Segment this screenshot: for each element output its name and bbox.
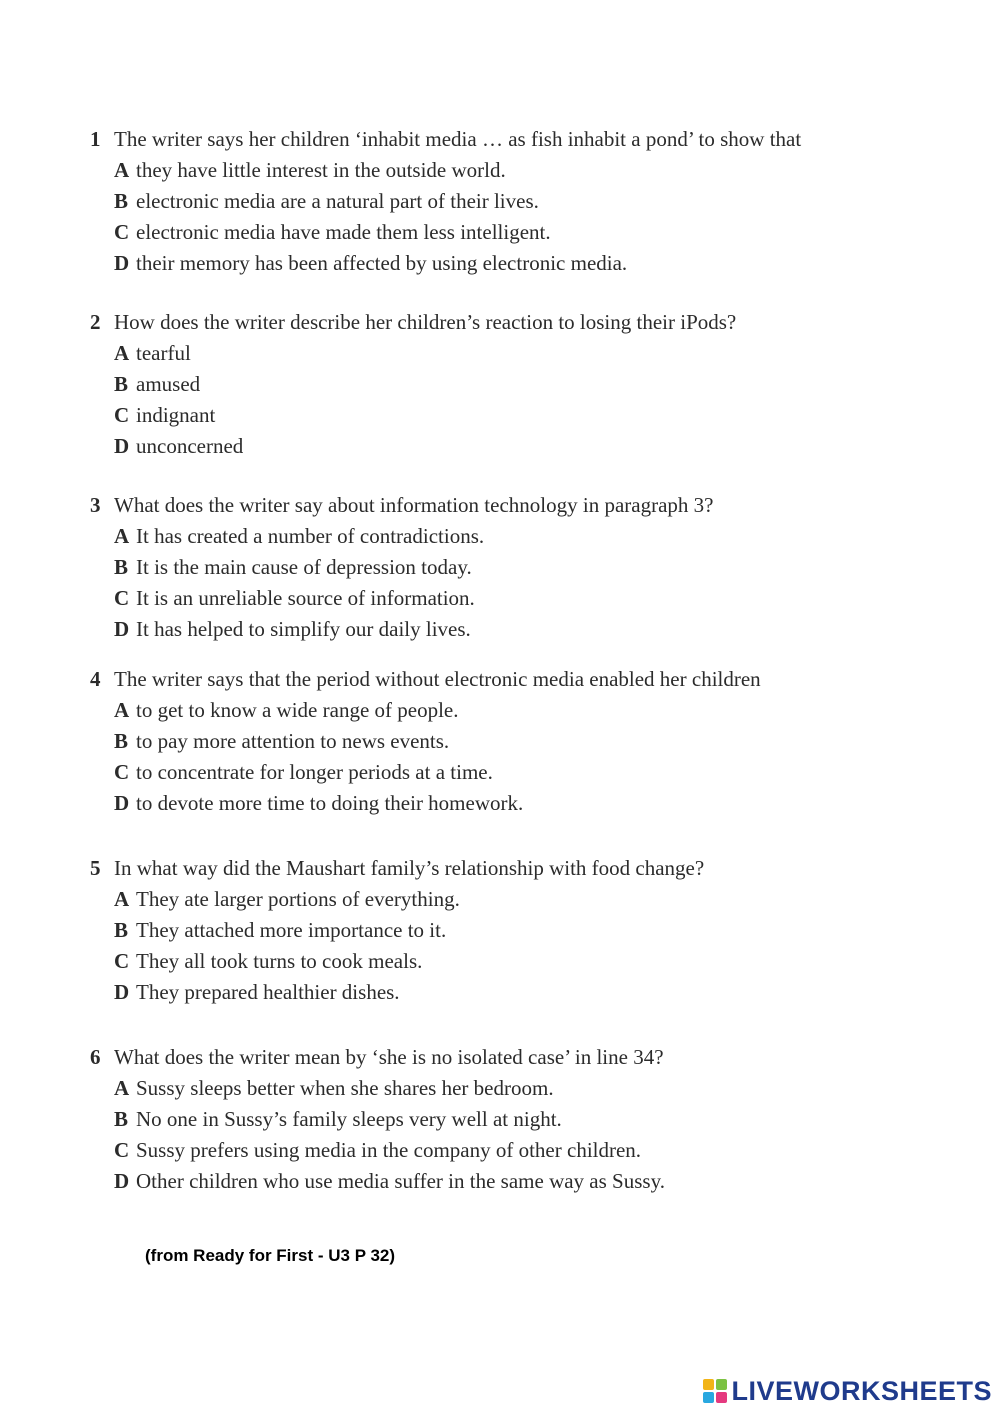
option-letter: B — [114, 918, 129, 942]
question-1 — [90, 124, 970, 279]
option-text: Other children who use media suffer in the same way as Sussy. — [136, 1169, 665, 1193]
brand-text: LIVEWORKSHEETS — [731, 1375, 992, 1406]
question-stem: How does the writer describe her children’s reaction to losing their iPods? — [114, 310, 737, 334]
question-number: 1 — [90, 127, 101, 151]
option-letter: A — [114, 698, 130, 722]
option-text: electronic media are a natural part of their lives. — [136, 189, 539, 213]
option-b — [90, 726, 970, 757]
option-a — [90, 695, 970, 726]
option-letter: B — [114, 189, 129, 213]
option-d — [90, 431, 970, 462]
option-letter: C — [114, 760, 130, 784]
option-letter: A — [114, 341, 130, 365]
question-number: 6 — [90, 1045, 101, 1069]
option-letter: D — [114, 1169, 130, 1193]
option-letter: D — [114, 791, 130, 815]
option-d — [90, 977, 970, 1008]
option-d — [90, 788, 970, 819]
option-text: to pay more attention to news events. — [136, 729, 450, 753]
option-letter: C — [114, 949, 130, 973]
option-text: It has created a number of contradictions. — [136, 524, 485, 548]
question-number: 3 — [90, 493, 101, 517]
option-letter: D — [114, 434, 130, 458]
option-text: They ate larger portions of everything. — [136, 887, 460, 911]
option-c — [90, 400, 970, 431]
option-text: their memory has been affected by using electronic media. — [136, 251, 628, 275]
option-text: It is an unreliable source of information. — [136, 586, 475, 610]
option-text: Sussy prefers using media in the company of other children. — [136, 1138, 642, 1162]
question-2 — [90, 307, 970, 462]
option-d — [90, 1166, 970, 1197]
option-a — [90, 338, 970, 369]
option-text: amused — [136, 372, 201, 396]
option-text: They all took turns to cook meals. — [136, 949, 423, 973]
option-text: to get to know a wide range of people. — [136, 698, 459, 722]
option-d — [90, 248, 970, 279]
question-stem: What does the writer say about information technology in paragraph 3? — [114, 493, 714, 517]
option-letter: D — [114, 251, 130, 275]
option-letter: B — [114, 555, 129, 579]
option-c — [90, 757, 970, 788]
option-letter: C — [114, 1138, 130, 1162]
option-letter: D — [114, 980, 130, 1004]
option-text: They prepared healthier dishes. — [136, 980, 400, 1004]
source-note: (from Ready for First - U3 P 32) — [145, 1246, 396, 1265]
logo-square-2 — [716, 1379, 727, 1390]
option-b — [90, 552, 970, 583]
option-b — [90, 369, 970, 400]
question-number: 5 — [90, 856, 101, 880]
option-letter: A — [114, 887, 130, 911]
option-text: tearful — [136, 341, 191, 365]
option-c — [90, 217, 970, 248]
logo-square-1 — [703, 1379, 714, 1390]
question-stem: What does the writer mean by ‘she is no isolated case’ in line 34? — [114, 1045, 664, 1069]
question-number: 4 — [90, 667, 101, 691]
option-text: Sussy sleeps better when she shares her bedroom. — [136, 1076, 554, 1100]
question-stem: The writer says that the period without electronic media enabled her children — [114, 667, 761, 691]
option-text: It has helped to simplify our daily lives. — [136, 617, 471, 641]
question-number: 2 — [90, 310, 101, 334]
liveworksheets-brand[interactable] — [703, 1376, 992, 1406]
logo-square-3 — [703, 1392, 714, 1403]
option-c — [90, 583, 970, 614]
option-letter: A — [114, 1076, 130, 1100]
option-a — [90, 884, 970, 915]
logo-square-4 — [716, 1392, 727, 1403]
question-stem: In what way did the Maushart family’s relationship with food change? — [114, 856, 705, 880]
option-text: to devote more time to doing their homework. — [136, 791, 524, 815]
option-b — [90, 186, 970, 217]
option-text: electronic media have made them less intelligent. — [136, 220, 551, 244]
question-4 — [90, 664, 970, 819]
option-text: they have little interest in the outside world. — [136, 158, 506, 182]
option-letter: A — [114, 158, 130, 182]
question-3 — [90, 490, 970, 645]
option-text: No one in Sussy’s family sleeps very well at night. — [136, 1107, 562, 1131]
option-text: unconcerned — [136, 434, 244, 458]
option-a — [90, 521, 970, 552]
option-text: They attached more importance to it. — [136, 918, 447, 942]
option-letter: A — [114, 524, 130, 548]
option-c — [90, 946, 970, 977]
option-letter: B — [114, 372, 129, 396]
option-letter: C — [114, 403, 130, 427]
option-letter: C — [114, 220, 130, 244]
option-letter: D — [114, 617, 130, 641]
question-6 — [90, 1042, 970, 1197]
option-b — [90, 915, 970, 946]
option-text: It is the main cause of depression today. — [136, 555, 472, 579]
option-text: indignant — [136, 403, 216, 427]
option-text: to concentrate for longer periods at a time. — [136, 760, 493, 784]
option-letter: B — [114, 729, 129, 753]
option-letter: B — [114, 1107, 129, 1131]
question-stem: The writer says her children ‘inhabit media … as fish inhabit a pond’ to show that — [114, 127, 802, 151]
option-b — [90, 1104, 970, 1135]
option-a — [90, 155, 970, 186]
option-c — [90, 1135, 970, 1166]
option-d — [90, 614, 970, 645]
option-a — [90, 1073, 970, 1104]
option-letter: C — [114, 586, 130, 610]
question-5 — [90, 853, 970, 1008]
liveworksheets-logo-icon — [703, 1379, 727, 1403]
